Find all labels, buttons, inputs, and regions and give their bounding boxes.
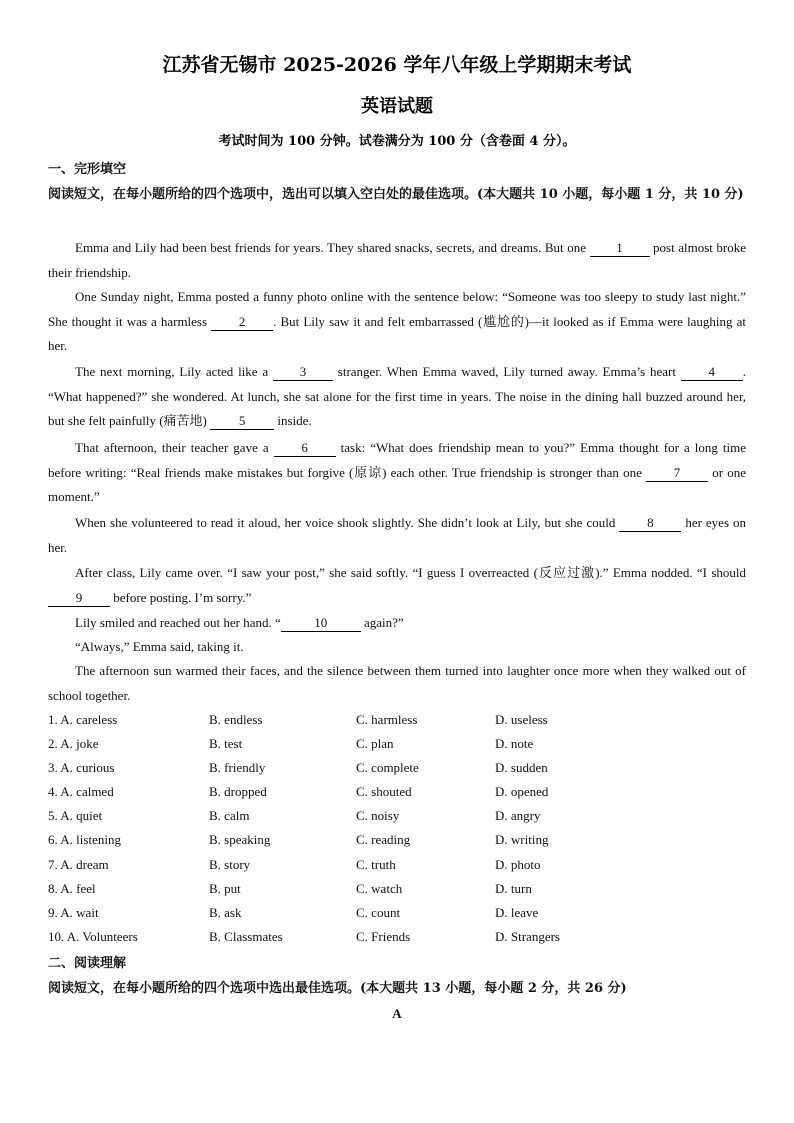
option-row: 10. A. Volunteers B. Classmates C. Friends D. Strangers	[48, 928, 560, 944]
option-row: 8. A. feel B. put C. watch D. turn	[48, 880, 532, 896]
blank-8: 8	[619, 515, 681, 532]
blank-10: 10	[281, 615, 361, 632]
passage-label: A	[392, 1006, 402, 1021]
section2-heading: 二、阅读理解	[48, 956, 127, 971]
option-row: 3. A. curious B. friendly C. complete D. sudden	[48, 760, 548, 776]
options-list	[48, 709, 748, 950]
blank-4: 4	[681, 364, 743, 381]
paragraph-1: Emma and Lily had been best friends for years. They shared snacks, secrets, and dreams. But one 1 post almost broke their friendship.	[48, 240, 747, 280]
option-row: 9. A. wait B. ask C. count D. leave	[48, 904, 539, 920]
exam-title: 江苏省无锡市 2025-2026 学年八年级上学期期末考试	[162, 54, 632, 76]
option-row: 4. A. calmed B. dropped C. shouted D. opened	[48, 784, 549, 800]
blank-7: 7	[646, 465, 708, 482]
blank-2: 2	[211, 314, 273, 331]
blank-3: 3	[273, 364, 333, 381]
paragraph-7: Lily smiled and reached out her hand. “ 10 again?”	[75, 615, 404, 630]
option-row: 6. A. listening B. speaking C. reading D. writing	[48, 832, 549, 848]
option-row: 5. A. quiet B. calm C. noisy D. angry	[48, 808, 541, 824]
option-row: 2. A. joke B. test C. plan D. note	[48, 736, 534, 752]
blank-1: 1	[590, 240, 650, 257]
paragraph-8: “Always,” Emma said, taking it.	[75, 639, 244, 654]
blank-5: 5	[210, 413, 274, 430]
exam-info: 考试时间为 100 分钟。试卷满分为 100 分（含卷面 4 分）。	[218, 134, 576, 149]
paragraph-2: One Sunday night, Emma posted a funny photo online with the sentence below: “Someone was too sleepy to study last night.” She thought it was a harmless 2 . But Lily saw it and felt embarrassed (尴尬的)—it looked as if Emma were laughing at her.	[48, 289, 746, 353]
paragraph-9: The afternoon sun warmed their faces, and the silence between them turned into laughter once more when they walked out of school together.	[48, 663, 746, 703]
section2-instruction: 阅读短文，在每小题所给的四个选项中选出最佳选项。(本大题共 13 小题，每小题 2 分，共 26 分)	[48, 981, 627, 996]
section1-instruction: 阅读短文，在每小题所给的四个选项中，选出可以填入空白处的最佳选项。(本大题共 10 小题，每小题 1 分，共 10 分)	[48, 187, 744, 202]
paragraph-4: That afternoon, their teacher gave a 6 task: “What does friendship mean to you?” Emma thought for a long time before writing: “Real friends make mistakes but forgive (原谅) each other. True friendship is stronger than one 7 or one moment.”	[48, 440, 746, 504]
paragraph-5: When she volunteered to read it aloud, her voice shook slightly. She didn’t look at Lily, but she could 8 her eyes on her.	[48, 515, 746, 555]
option-row: 1. A. careless B. endless C. harmless D. useless	[48, 712, 548, 727]
blank-9: 9	[48, 590, 110, 607]
blank-6: 6	[274, 440, 336, 457]
paragraph-6: After class, Lily came over. “I saw your post,” she said softly. “I guess I overreacted (反应过激).” Emma nodded. “I should 9 before posting. I’m sorry.”	[48, 561, 746, 610]
section1-heading: 一、完形填空	[48, 162, 127, 177]
option-row: 7. A. dream B. story C. truth D. photo	[48, 856, 541, 872]
paragraph-3: The next morning, Lily acted like a 3 stranger. When Emma waved, Lily turned away. Emma’s heart 4 . “What happened?” she wondered. At lunch, she sat alone for the first time in years. The noise in the dining hall buzzed around her, but she felt painfully (痛苦地) 5 inside.	[48, 364, 746, 428]
exam-subject: 英语试题	[361, 96, 433, 117]
